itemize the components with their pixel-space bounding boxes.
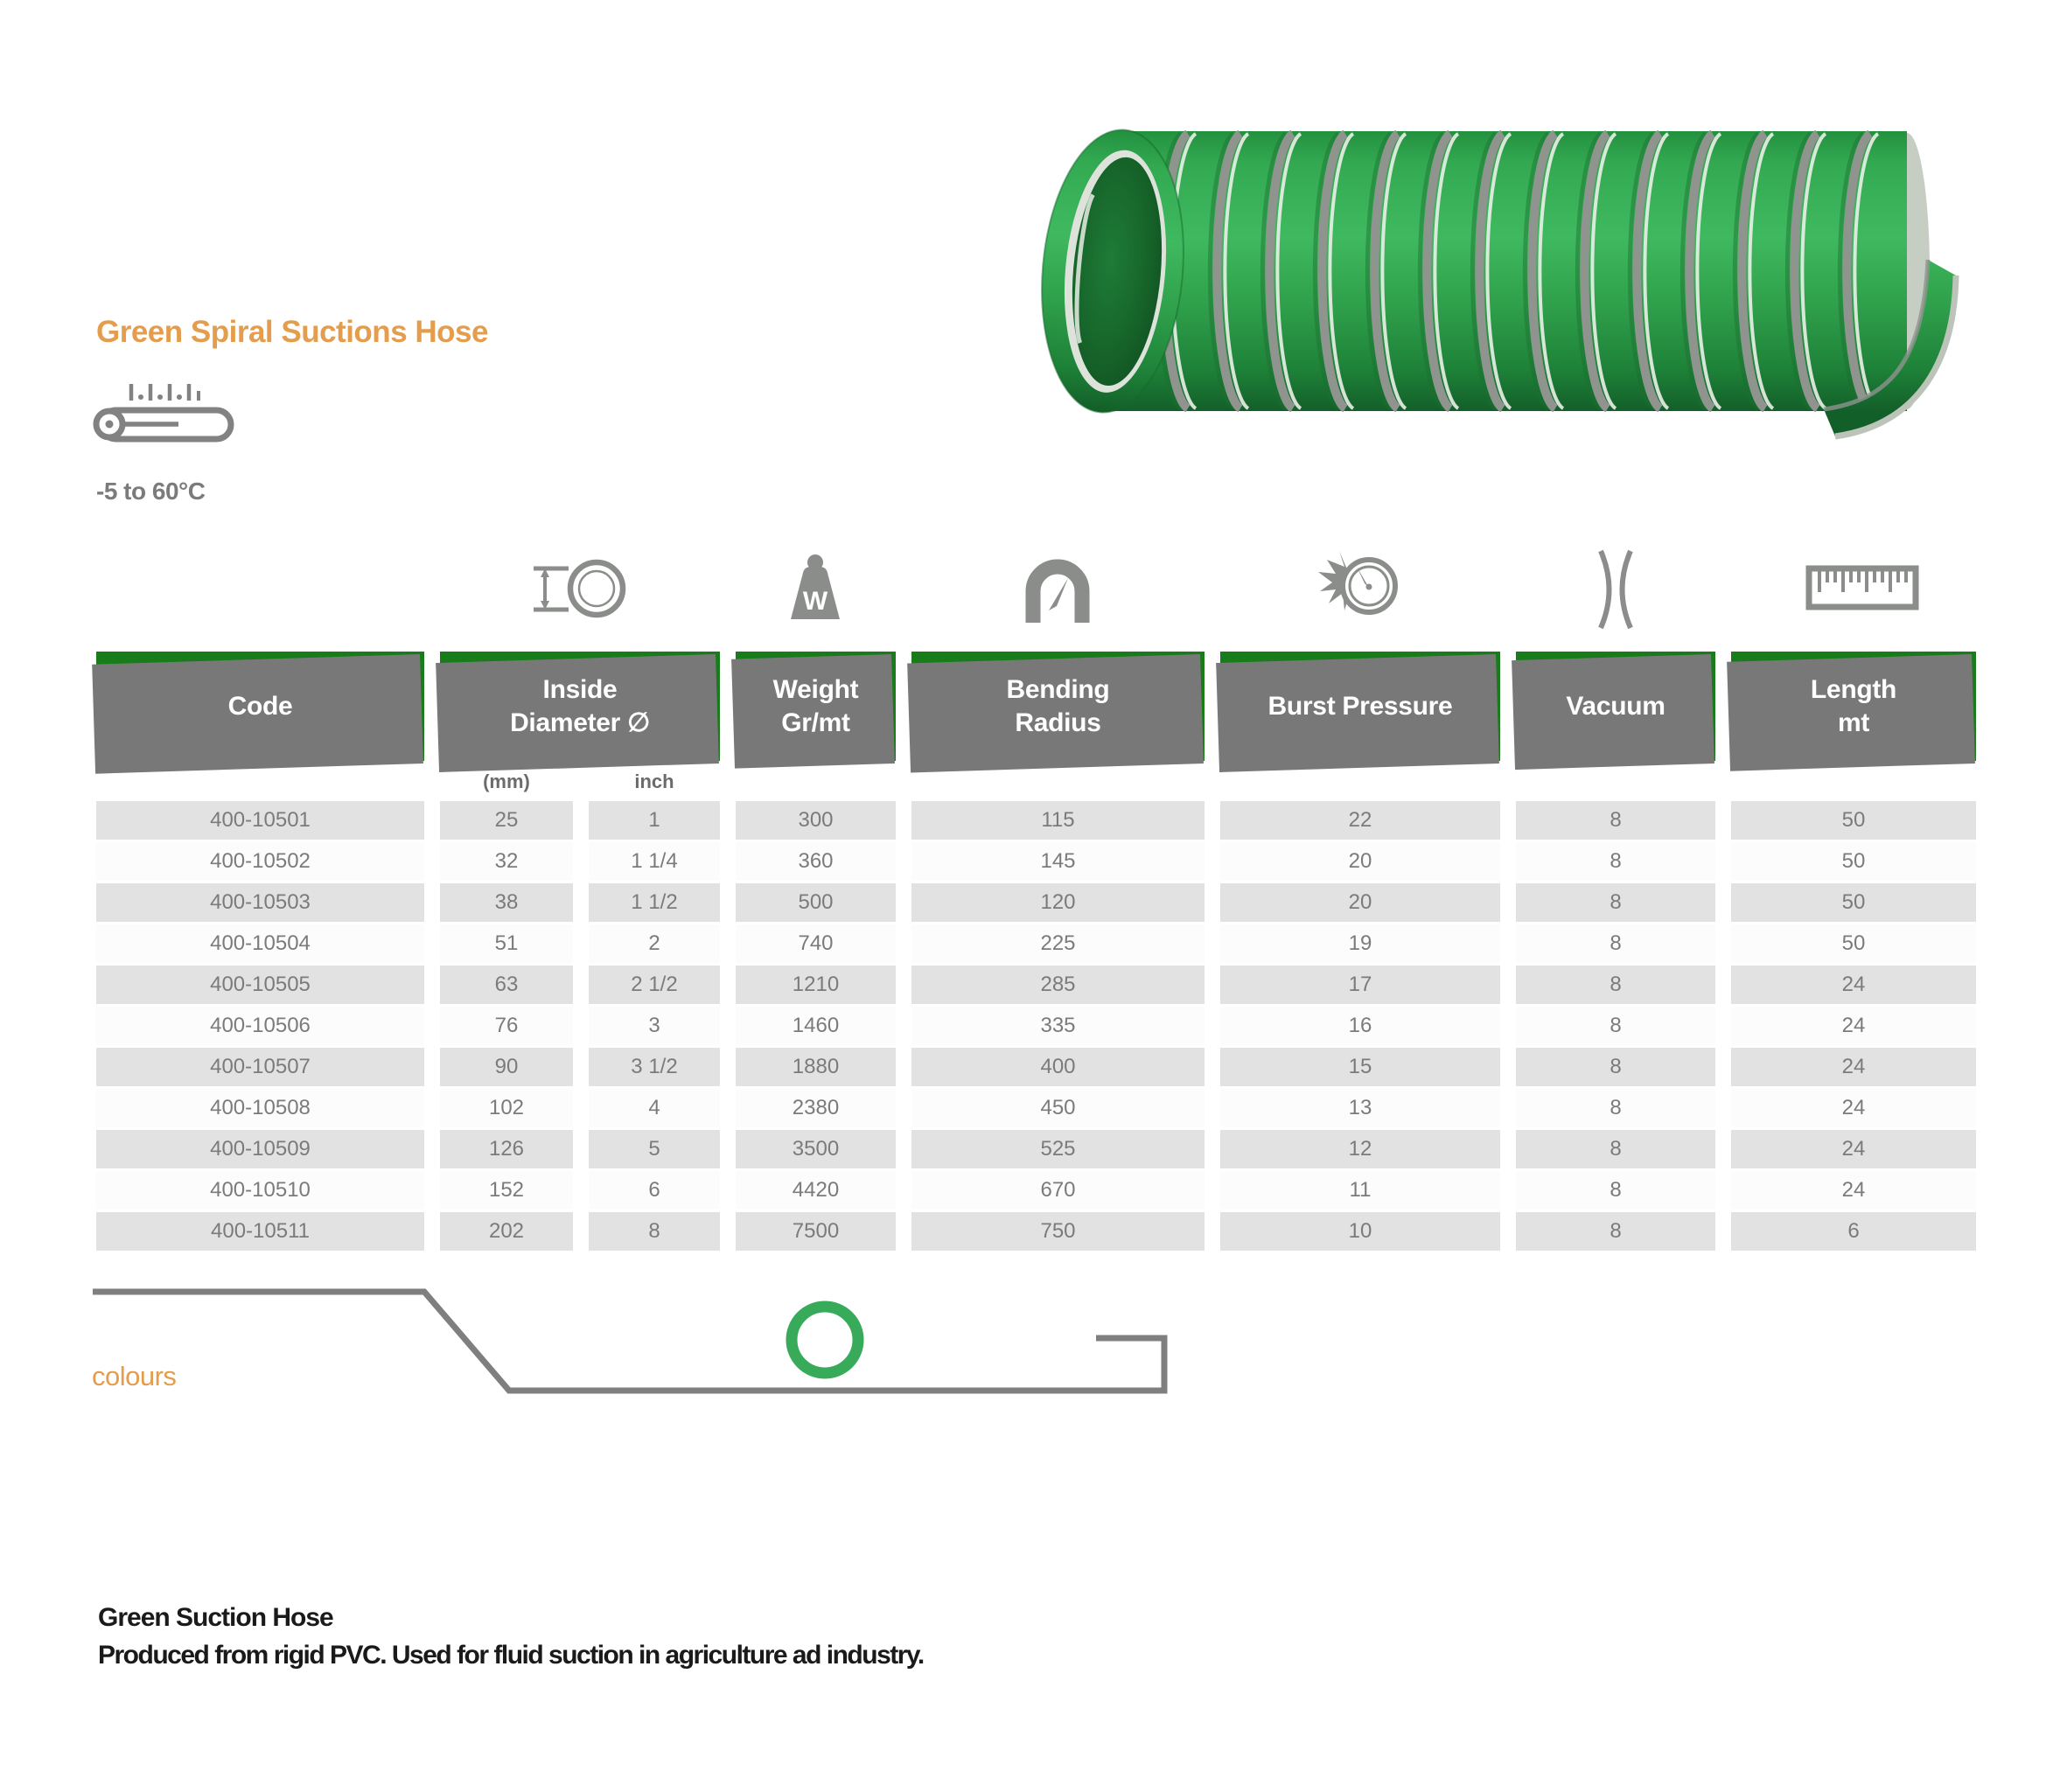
column-header-label: mt [1837, 708, 1870, 737]
table-cell: 63 [440, 966, 573, 1004]
vacuum-icon [1589, 549, 1642, 630]
table-cell: 50 [1731, 924, 1976, 963]
table-cell: 8 [1516, 924, 1715, 963]
table-cell: 24 [1731, 1048, 1976, 1086]
table-cell: 670 [911, 1171, 1205, 1210]
footer-line2: Produced from rigid PVC. Used for fluid suction in agriculture ad industry. [98, 1641, 924, 1670]
table-cell: 115 [911, 801, 1205, 840]
weight-icon [772, 551, 859, 623]
column-header-weight [736, 652, 896, 761]
table-cell: 32 [440, 842, 573, 881]
table-cell: 6 [589, 1171, 720, 1210]
column-header-vacuum [1516, 652, 1715, 761]
table-cell: 8 [1516, 842, 1715, 881]
table-cell: 17 [1220, 966, 1500, 1004]
table-cell: 1880 [736, 1048, 896, 1086]
table-cell: 24 [1731, 1089, 1976, 1127]
table-cell: 8 [1516, 1130, 1715, 1168]
column-header-code [96, 652, 424, 761]
table-cell: 225 [911, 924, 1205, 963]
table-cell: 50 [1731, 883, 1976, 922]
table-cell: 400-10510 [96, 1171, 424, 1210]
table-cell: 8 [1516, 1007, 1715, 1045]
table-cell: 300 [736, 801, 896, 840]
spec-table-body [96, 801, 1976, 1251]
table-cell: 50 [1731, 801, 1976, 840]
table-cell: 360 [736, 842, 896, 881]
table-cell: 202 [440, 1212, 573, 1251]
table-cell: 400-10508 [96, 1089, 424, 1127]
table-cell: 400-10503 [96, 883, 424, 922]
table-cell: 400-10502 [96, 842, 424, 881]
table-cell: 50 [1731, 842, 1976, 881]
table-cell: 4420 [736, 1171, 896, 1210]
thermometer-icon [91, 378, 244, 458]
hose-image [1032, 74, 1959, 450]
table-cell: 400-10506 [96, 1007, 424, 1045]
column-header-label: Burst Pressure [1267, 691, 1453, 721]
table-cell: 51 [440, 924, 573, 963]
column-header-label: Gr/mt [781, 708, 850, 737]
table-cell: 11 [1220, 1171, 1500, 1210]
table-cell: 1 [589, 801, 720, 840]
table-cell: 20 [1220, 883, 1500, 922]
table-cell: 8 [1516, 1089, 1715, 1127]
table-cell: 16 [1220, 1007, 1500, 1045]
table-cell: 450 [911, 1089, 1205, 1127]
table-cell: 120 [911, 883, 1205, 922]
table-cell: 24 [1731, 1171, 1976, 1210]
table-cell: 8 [1516, 801, 1715, 840]
footer-line1: Green Suction Hose [98, 1603, 333, 1632]
table-cell: 2 1/2 [589, 966, 720, 1004]
column-header-length [1731, 652, 1976, 761]
table-cell: 102 [440, 1089, 573, 1127]
column-header-label: Length [1810, 674, 1897, 704]
column-header-label: Weight [772, 674, 859, 704]
column-header-label: Code [227, 691, 293, 721]
table-cell: 8 [1516, 1212, 1715, 1251]
table-cell: 145 [911, 842, 1205, 881]
table-cell: 500 [736, 883, 896, 922]
table-cell: 8 [589, 1212, 720, 1251]
table-cell: 24 [1731, 966, 1976, 1004]
table-cell: 1 1/4 [589, 842, 720, 881]
subheader-mm: (mm) [483, 770, 530, 792]
spec-table-subheader-row [96, 766, 1976, 798]
table-cell: 740 [736, 924, 896, 963]
table-cell: 750 [911, 1212, 1205, 1251]
table-cell: 400-10511 [96, 1212, 424, 1251]
table-cell: 38 [440, 883, 573, 922]
table-cell: 400-10501 [96, 801, 424, 840]
table-cell: 525 [911, 1130, 1205, 1168]
table-cell: 400-10509 [96, 1130, 424, 1168]
table-cell: 8 [1516, 1048, 1715, 1086]
table-cell: 22 [1220, 801, 1500, 840]
svg-text:W: W [802, 587, 828, 616]
table-cell: 400-10505 [96, 966, 424, 1004]
table-cell: 25 [440, 801, 573, 840]
column-header-inside-diameter [440, 652, 720, 761]
burst-pressure-icon [1315, 547, 1406, 623]
table-cell: 24 [1731, 1007, 1976, 1045]
table-cell: 13 [1220, 1089, 1500, 1127]
table-cell: 76 [440, 1007, 573, 1045]
diameter-icon [532, 556, 630, 623]
table-cell: 400-10504 [96, 924, 424, 963]
table-cell: 2380 [736, 1089, 896, 1127]
spec-table-header-row [96, 652, 1976, 761]
column-header-bending-radius [911, 652, 1205, 761]
colours-bracket-line [87, 1286, 1177, 1404]
table-cell: 400-10507 [96, 1048, 424, 1086]
table-cell: 20 [1220, 842, 1500, 881]
footer [98, 1599, 924, 1674]
column-header-label: Bending [1006, 674, 1110, 704]
table-cell: 90 [440, 1048, 573, 1086]
table-cell: 5 [589, 1130, 720, 1168]
page-title: Green Spiral Suctions Hose [96, 315, 488, 349]
table-cell: 1460 [736, 1007, 896, 1045]
table-cell: 7500 [736, 1212, 896, 1251]
table-cell: 15 [1220, 1048, 1500, 1086]
table-cell: 24 [1731, 1130, 1976, 1168]
table-cell: 4 [589, 1089, 720, 1127]
table-cell: 2 [589, 924, 720, 963]
table-cell: 8 [1516, 966, 1715, 1004]
table-cell: 1 1/2 [589, 883, 720, 922]
table-cell: 3 1/2 [589, 1048, 720, 1086]
table-cell: 152 [440, 1171, 573, 1210]
column-header-label: Radius [1015, 708, 1101, 737]
colours-label: colours [92, 1361, 177, 1391]
table-cell: 335 [911, 1007, 1205, 1045]
ruler-icon [1805, 563, 1919, 612]
temperature-range: -5 to 60°C [96, 478, 206, 505]
table-cell: 1210 [736, 966, 896, 1004]
table-cell: 6 [1731, 1212, 1976, 1251]
bending-radius-icon [1014, 551, 1101, 624]
green-ring-icon [785, 1300, 865, 1380]
table-cell: 12 [1220, 1130, 1500, 1168]
table-cell: 400 [911, 1048, 1205, 1086]
table-cell: 3500 [736, 1130, 896, 1168]
column-header-label: Diameter ∅ [510, 708, 650, 737]
table-cell: 285 [911, 966, 1205, 1004]
table-cell: 8 [1516, 1171, 1715, 1210]
table-cell: 10 [1220, 1212, 1500, 1251]
column-header-burst-pressure [1220, 652, 1500, 761]
table-cell: 8 [1516, 883, 1715, 922]
column-header-label: Inside [542, 674, 618, 704]
column-header-label: Vacuum [1566, 691, 1665, 721]
table-cell: 126 [440, 1130, 573, 1168]
table-cell: 3 [589, 1007, 720, 1045]
subheader-inch: inch [634, 770, 674, 792]
table-cell: 19 [1220, 924, 1500, 963]
